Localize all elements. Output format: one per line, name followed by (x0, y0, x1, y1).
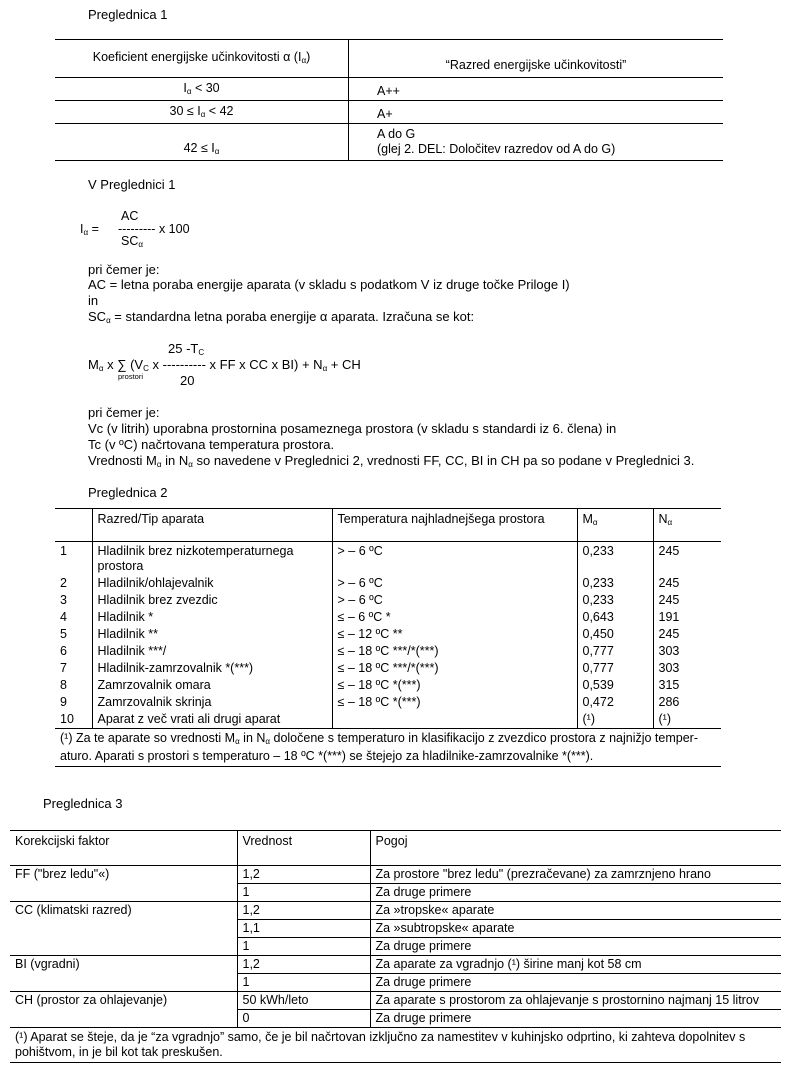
row-number: 3 (55, 592, 92, 609)
coldest-temp: ≤ – 18 ºC *(***) (332, 694, 577, 711)
appliance-type: Zamrzovalnik omara (92, 677, 332, 694)
table-row (10, 974, 781, 992)
factor-condition: Za druge primere (370, 1010, 781, 1028)
table-row (55, 643, 721, 660)
factor-value: 1 (237, 884, 370, 902)
coldest-temp: > – 6 ºC (332, 575, 577, 592)
table3-footnote-row (10, 1028, 781, 1063)
formula2-denominator: 20 (180, 373, 195, 388)
correction-factor (10, 974, 237, 992)
table-row (55, 592, 721, 609)
table-row (55, 626, 721, 643)
where-label: pri čemer je: (88, 262, 160, 277)
formula-lhs: $I_\alpha$ = (80, 222, 99, 237)
table2-caption: Preglednica 2 (88, 485, 168, 500)
table1-cond: $30 \le I_\alpha < 42$ (55, 101, 349, 124)
appliance-type: Hladilnik-zamrzovalnik *(***) (92, 660, 332, 677)
factor-condition: Za prostore "brez ledu" (prezračevane) za zamrznjeno hrano (370, 866, 781, 884)
table2-footnote-row (55, 729, 721, 767)
correction-factor (10, 1010, 237, 1028)
n-value: 315 (653, 677, 721, 694)
table-row (10, 992, 781, 1010)
table-row (55, 78, 723, 101)
appliance-type: Hladilnik/ohlajevalnik (92, 575, 332, 592)
m-value: 0,233 (577, 575, 653, 592)
coldest-temp: ≤ – 12 ºC ** (332, 626, 577, 643)
factor-value: 1,2 (237, 866, 370, 884)
and-label: in (88, 293, 99, 308)
ac-definition: AC = letna poraba energije aparata (v skladu s podatkom V iz druge točke Priloge I) (88, 277, 570, 292)
table3-header-value: Vrednost (237, 831, 370, 866)
table1-class: A do G (glej 2. DEL: Določitev razredov od A do G) (349, 124, 724, 161)
n-value: 303 (653, 660, 721, 677)
table-row (55, 660, 721, 677)
row-number: 9 (55, 694, 92, 711)
n-value: 245 (653, 542, 721, 576)
table-row (55, 101, 723, 124)
correction-factor: FF ("brez ledu"«) (10, 866, 237, 884)
table-row (55, 575, 721, 592)
coldest-temp: ≤ – 6 ºC * (332, 609, 577, 626)
table1-header-class: “Razred energijske učinkovitosti” (349, 40, 724, 78)
table3-footnote: (¹) Aparat se šteje, da je “za vgradnjo” samo, če je bil načrtovan izključno za namestitev v kuhinjsko odprtino, ki zahteva dopolnitev s pohištvom, in je bil kot tak preskušen. (10, 1028, 781, 1063)
table-row (55, 609, 721, 626)
row-number: 6 (55, 643, 92, 660)
table-row (55, 542, 721, 576)
n-value: 303 (653, 643, 721, 660)
factor-condition: Za druge primere (370, 974, 781, 992)
factor-value: 1,2 (237, 902, 370, 920)
table-1 (55, 39, 723, 161)
table1-header-coef: Koeficient energijske učinkovitosti α $(I_\alpha)$ (55, 40, 349, 78)
row-number: 5 (55, 626, 92, 643)
n-value: 286 (653, 694, 721, 711)
row-number: 8 (55, 677, 92, 694)
correction-factor: CH (prostor za ohlajevanje) (10, 992, 237, 1010)
coldest-temp: ≤ – 18 ºC ***/*(***) (332, 660, 577, 677)
table2-header-row (55, 509, 721, 542)
values-note: Vrednosti $M_\alpha$ in $N_\alpha$ so navedene v Preglednici 2, vrednosti FF, CC, BI in CH pa so podane v Preglednici 3. (88, 453, 695, 469)
n-value: 245 (653, 592, 721, 609)
table-row (55, 677, 721, 694)
appliance-type: Hladilnik ** (92, 626, 332, 643)
coldest-temp (332, 711, 577, 729)
table1-cond: $42 \le I_\alpha$ (55, 124, 349, 161)
formula2-prostori: prostori (118, 372, 144, 381)
n-value: 245 (653, 575, 721, 592)
table1-class: A++ (349, 78, 724, 101)
table2-header-type: Razred/Tip aparata (92, 509, 332, 542)
factor-condition: Za aparate s prostorom za ohlajevanje s prostornino najmanj 15 litrov (370, 992, 781, 1010)
correction-factor (10, 920, 237, 938)
factor-value: 0 (237, 1010, 370, 1028)
formula-fraction-line: --------- x 100 (118, 222, 190, 236)
m-value: (¹) (577, 711, 653, 729)
n-value: 191 (653, 609, 721, 626)
factor-condition: Za »subtropske« aparate (370, 920, 781, 938)
table2-header-m: $M_\alpha$ (577, 509, 653, 542)
where-label-2: pri čemer je: (88, 405, 160, 420)
m-value: 0,777 (577, 643, 653, 660)
factor-value: 1 (237, 938, 370, 956)
appliance-type: Aparat z več vrati ali drugi aparat (92, 711, 332, 729)
correction-factor (10, 884, 237, 902)
m-value: 0,777 (577, 660, 653, 677)
table-3 (10, 830, 781, 1063)
factor-condition: Za druge primere (370, 938, 781, 956)
factor-value: 1 (237, 974, 370, 992)
row-number: 1 (55, 542, 92, 576)
row-number: 7 (55, 660, 92, 677)
m-value: 0,233 (577, 592, 653, 609)
row-number: 4 (55, 609, 92, 626)
table2-header-n: $N_\alpha$ (653, 509, 721, 542)
row-number: 10 (55, 711, 92, 729)
table2-header-num (55, 509, 92, 542)
table-row (10, 1010, 781, 1028)
factor-condition: Za »tropske« aparate (370, 902, 781, 920)
table-row (55, 694, 721, 711)
appliance-type: Hladilnik brez zvezdic (92, 592, 332, 609)
m-value: 0,643 (577, 609, 653, 626)
table-row (55, 124, 723, 161)
formula-numerator: AC (121, 209, 139, 223)
n-value: 245 (653, 626, 721, 643)
correction-factor (10, 938, 237, 956)
appliance-type: Zamrzovalnik skrinja (92, 694, 332, 711)
table3-header-factor: Korekcijski faktor (10, 831, 237, 866)
table-row (10, 902, 781, 920)
factor-value: 1,1 (237, 920, 370, 938)
correction-factor: BI (vgradni) (10, 956, 237, 974)
table-row (10, 884, 781, 902)
table-row (10, 920, 781, 938)
table1-class: A+ (349, 101, 724, 124)
factor-condition: Za druge primere (370, 884, 781, 902)
m-value: 0,450 (577, 626, 653, 643)
coldest-temp: ≤ – 18 ºC *(***) (332, 677, 577, 694)
n-value: (¹) (653, 711, 721, 729)
factor-value: 50 kWh/leto (237, 992, 370, 1010)
table-2 (55, 508, 721, 767)
table-row (10, 956, 781, 974)
appliance-type: Hladilnik ***/ (92, 643, 332, 660)
table2-footnote: (¹) Za te aparate so vrednosti $M_\alpha$ in $N_\alpha$ določene s temperaturo in klasifikacijo z zvezdico prostora z najnižjo temper- aturo. Aparati s prostori s temperaturo – 18 ºC *(***) se štejejo za hladilnike-zamrzovalnike *(***). (55, 729, 721, 767)
table-row (10, 938, 781, 956)
m-value: 0,472 (577, 694, 653, 711)
formula2-main: $M_\alpha$ x ∑ ($V_C$ x ---------- x FF x CC x $BI) + N_\alpha$ + CH (88, 357, 361, 373)
m-value: 0,539 (577, 677, 653, 694)
sc-definition: $SC_\alpha$ = standardna letna poraba energije α aparata. Izračuna se kot: (88, 309, 475, 325)
factor-value: 1,2 (237, 956, 370, 974)
coldest-temp: > – 6 ºC (332, 542, 577, 576)
formula2-numerator: 25 $-T_C$ (168, 341, 205, 357)
factor-condition: Za aparate za vgradnjo (¹) širine manj kot 58 cm (370, 956, 781, 974)
table1-cond: $I_\alpha < 30$ (55, 78, 349, 101)
coldest-temp: > – 6 ºC (332, 592, 577, 609)
formula-denominator: $SC_\alpha$ (121, 234, 143, 249)
tc-definition: Tc (v ºC) načrtovana temperatura prostora. (88, 437, 335, 452)
table2-header-temp: Temperatura najhladnejšega prostora (332, 509, 577, 542)
table-row (55, 711, 721, 729)
table3-header-row (10, 831, 781, 866)
formula-intro: V Preglednici 1 (88, 177, 176, 192)
m-value: 0,233 (577, 542, 653, 576)
table1-header-row (55, 40, 723, 78)
appliance-type: Hladilnik brez nizkotemperaturnega prostora (92, 542, 332, 576)
table-row (10, 866, 781, 884)
table1-caption: Preglednica 1 (88, 7, 168, 22)
correction-factor: CC (klimatski razred) (10, 902, 237, 920)
vc-definition: Vc (v litrih) uporabna prostornina posameznega prostora (v skladu s standardi iz 6. člena) in (88, 421, 617, 436)
appliance-type: Hladilnik * (92, 609, 332, 626)
coldest-temp: ≤ – 18 ºC ***/*(***) (332, 643, 577, 660)
table3-caption: Preglednica 3 (43, 796, 123, 811)
row-number: 2 (55, 575, 92, 592)
table3-header-condition: Pogoj (370, 831, 781, 866)
